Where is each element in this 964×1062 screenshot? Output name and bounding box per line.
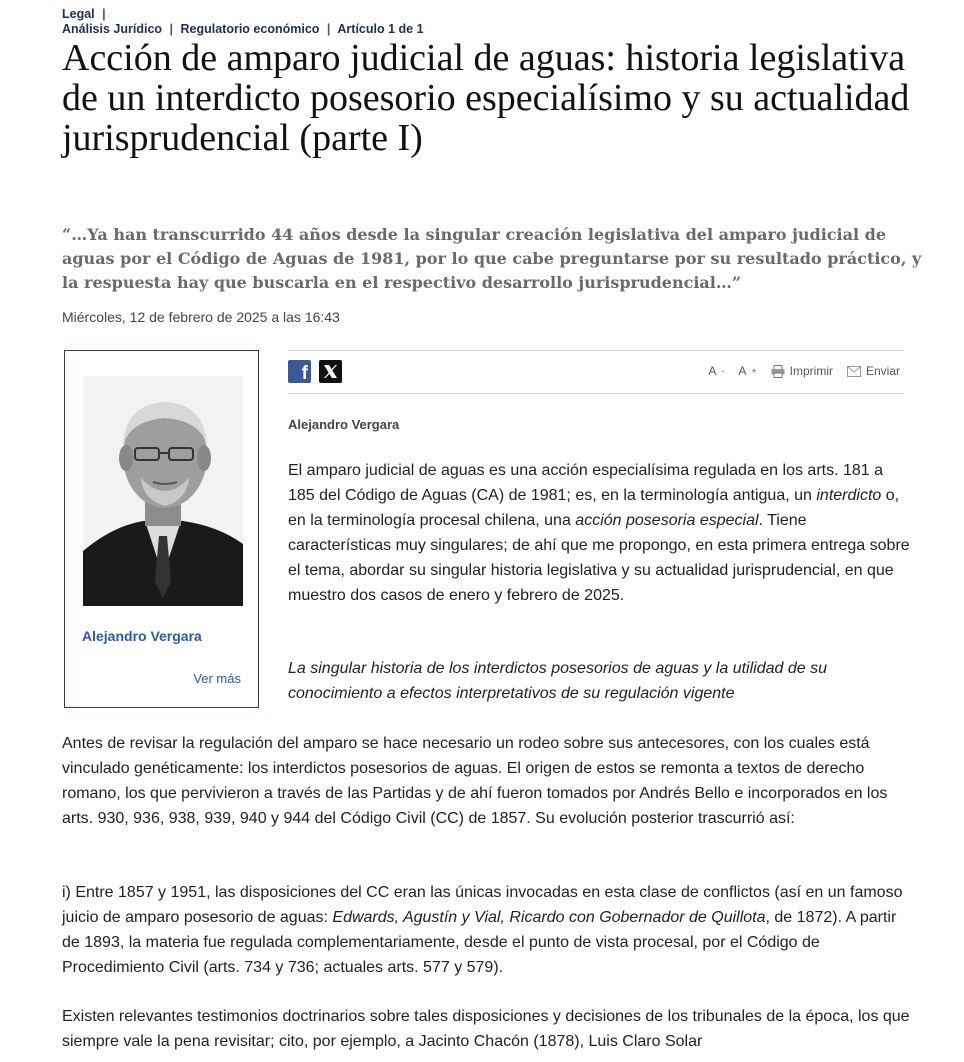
paragraph-history-i: i) Entre 1857 y 1951, las disposiciones del CC eran las únicas invocadas en esta clase de conflictos (así en un famoso juicio de amparo posesorio de aguas: Edwards, Agustín y Vial, Ricardo con Gobernador de Quillota, de 1872). A partir de 1893, la materia fue regulada complementariamente, desde el punto de vista procesal, por el Código de Procedimiento Civil (arts. 734 y 736; actuales arts. 577 y 579). bbox=[62, 884, 903, 976]
facebook-icon[interactable]: f bbox=[288, 360, 311, 383]
toolbar-actions bbox=[708, 364, 900, 378]
article-byline: Alejandro Vergara bbox=[288, 417, 400, 432]
font-increase-button[interactable]: A + bbox=[738, 364, 757, 378]
article-title: Acción de amparo judicial de aguas: historia legislativa de un interdicto posesorio especialísimo y su actualidad jurisprudencial (parte I) bbox=[62, 37, 910, 159]
breadcrumb-legal[interactable]: Legal bbox=[62, 7, 95, 21]
printer-icon bbox=[771, 365, 785, 378]
publish-date: Miércoles, 12 de febrero de 2025 a las 16:43 bbox=[62, 309, 340, 325]
breadcrumb-separator: | bbox=[102, 7, 106, 21]
article-counter: Artículo 1 de 1 bbox=[337, 22, 424, 36]
breadcrumb bbox=[62, 7, 424, 37]
mail-icon bbox=[847, 366, 861, 377]
print-button[interactable]: Imprimir bbox=[771, 364, 833, 378]
author-box bbox=[64, 350, 259, 708]
section-subheading: La singular historia de los interdictos posesorios de aguas y la utilidad de su conocimiento a efectos interpretativos de su regulación vigente bbox=[288, 660, 827, 702]
breadcrumb-analisis-juridico[interactable]: Análisis Jurídico bbox=[62, 22, 163, 36]
author-name-link[interactable]: Alejandro Vergara bbox=[82, 628, 202, 644]
author-photo bbox=[83, 376, 243, 606]
font-decrease-button[interactable]: A - bbox=[708, 364, 725, 378]
x-icon[interactable] bbox=[319, 360, 342, 383]
send-button[interactable]: Enviar bbox=[847, 364, 900, 378]
breadcrumb-separator: | bbox=[326, 22, 331, 36]
breadcrumb-regulatorio-economico[interactable]: Regulatorio económico bbox=[180, 22, 320, 36]
paragraph-doctrine: Existen relevantes testimonios doctrinarios sobre tales disposiciones y decisiones de los tribunales de la época, los que siempre vale la pena revisitar; cito, por ejemplo, a Jacinto Chacón (1878), Luis Claro Solar bbox=[62, 1008, 910, 1050]
ver-mas-link[interactable]: Ver más bbox=[193, 671, 241, 686]
breadcrumb-separator: | bbox=[169, 22, 174, 36]
article-toolbar bbox=[288, 350, 904, 394]
paragraph-antecedentes: Antes de revisar la regulación del amparo se hace necesario un rodeo sobre sus antecesores, con los cuales está vinculado genéticamente: los interdictos posesorios de aguas. El origen de estos se remonta a textos de derecho romano, los que pervivieron a través de las Partidas y de ahí fueron tomados por Andrés Bello e incorporados en los arts. 930, 936, 938, 939, 940 y 944 del Código Civil (CC) de 1857. Su evolución posterior trascurrió así: bbox=[62, 735, 888, 827]
article-lead: “…Ya han transcurrido 44 años desde la singular creación legislativa del amparo judicial de aguas por el Código de Aguas de 1981, por lo que cabe preguntarse por su resultado práctico, y la respuesta hay que buscarla en el respectivo desarrollo jurisprudencial…” bbox=[62, 225, 922, 292]
paragraph-intro: El amparo judicial de aguas es una acción especialísima regulada en los arts. 181 a 185 del Código de Aguas (CA) de 1981; es, en la terminología antigua, un interdicto o, en la terminología procesal chilena, una acción posesoria especial. Tiene características muy singulares; de ahí que me propongo, en esta primera entrega sobre el tema, abordar su singular historia legislativa y su actualidad jurisprudencial, en que muestro dos casos de enero y febrero de 2025. bbox=[288, 462, 910, 604]
